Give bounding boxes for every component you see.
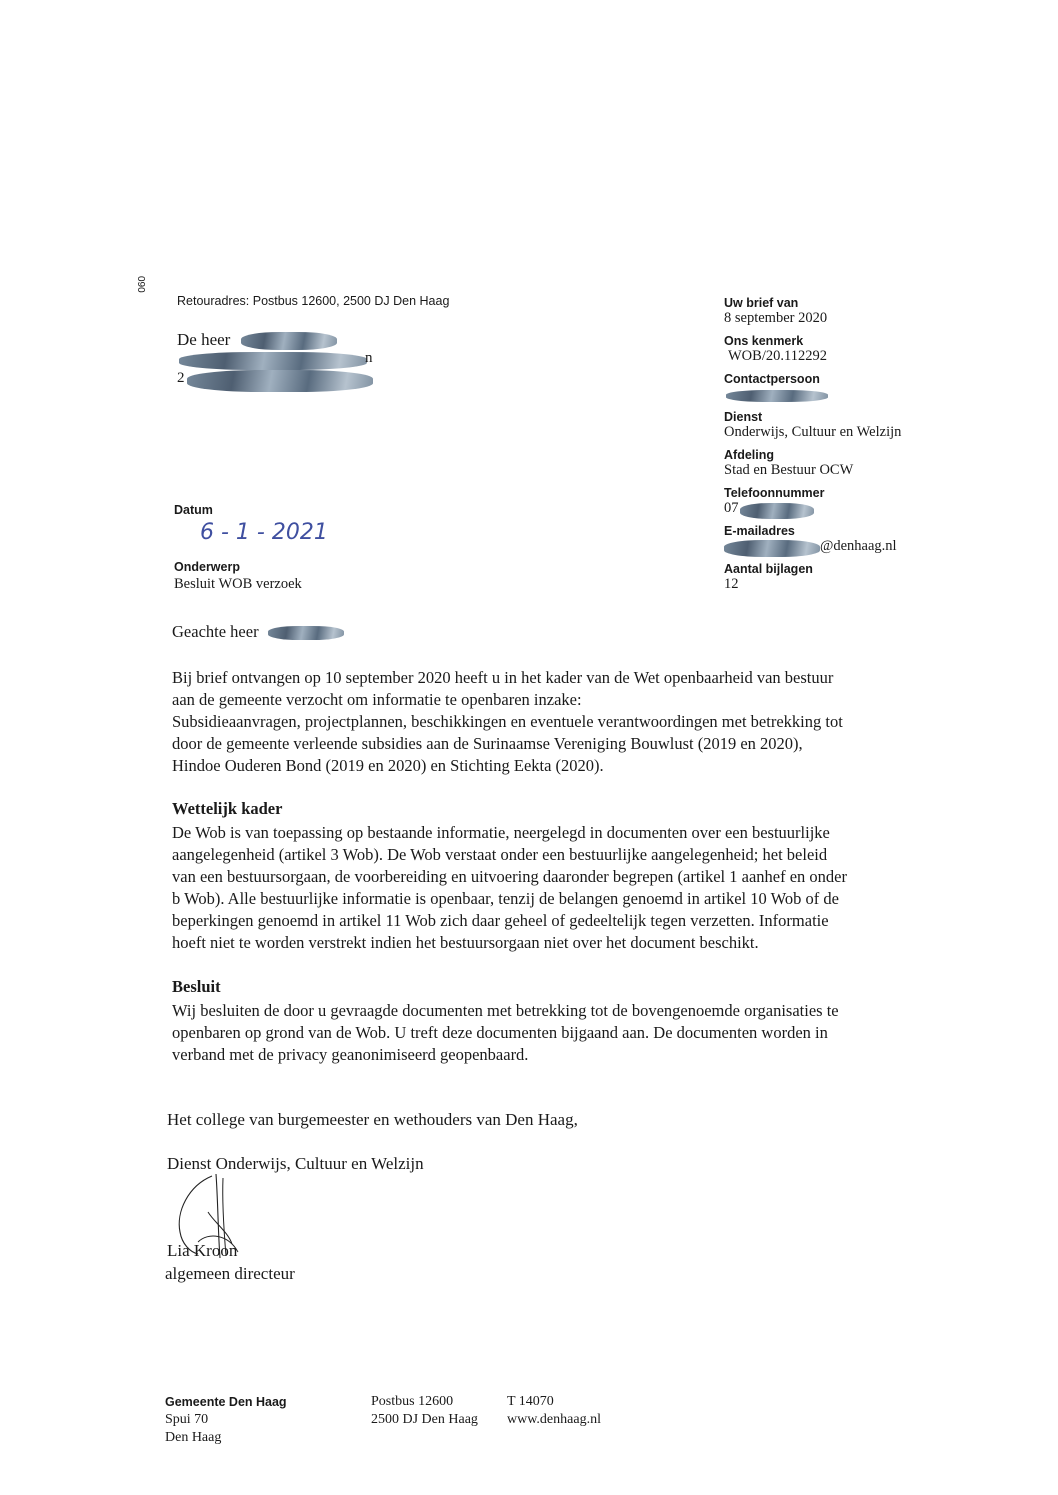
meta-label: E-mailadres: [724, 524, 795, 538]
meta-value: 8 september 2020: [724, 310, 828, 326]
meta-label: Dienst: [724, 410, 763, 424]
footer-address: [165, 1393, 287, 1447]
text-line: aangelegenheid (artikel 3 Wob). De Wob verstaat onder een bestuurlijke aangelegenheid; het beleid: [172, 845, 828, 864]
meta-column: [724, 296, 1034, 600]
meta-label: Uw brief van: [724, 296, 799, 310]
text-line: beperkingen genoemd in artikel 11 Wob zich daar geheel of gedeeltelijk tegen verzetten. Informatie: [172, 911, 829, 930]
section-body: [172, 822, 932, 954]
intro-paragraph: [172, 667, 932, 777]
datum-handwritten: 6 - 1 - 2021: [200, 520, 328, 545]
recipient-salutation: De heer: [177, 330, 231, 349]
text-line: door de gemeente verleende subsidies aan de Surinaamse Vereniging Bouwlust (2019 en 2020),: [172, 734, 803, 753]
meta-value: @denhaag.nl: [820, 538, 897, 554]
meta-item: [724, 372, 1034, 410]
recipient-line2-suffix: n: [365, 350, 373, 366]
closing-line: Het college van burgemeester en wethouders van Den Haag,: [167, 1110, 578, 1129]
text-line: hoeft niet te worden verstrekt indien het bestuursorgaan niet over het document beschikt.: [172, 933, 759, 952]
signer-name: Lia Kroon: [167, 1241, 238, 1260]
redaction-mark: [241, 332, 337, 350]
recipient-line3-prefix: 2: [177, 370, 185, 386]
text-line: Bij brief ontvangen op 10 september 2020 heeft u in het kader van de Wet openbaarheid van bestuur: [172, 668, 834, 687]
meta-item: [724, 486, 1034, 524]
meta-value: Stad en Bestuur OCW: [724, 462, 854, 478]
text-line: Subsidieaanvragen, projectplannen, beschikkingen en eventuele verantwoordingen met betrekking tot: [172, 712, 843, 731]
meta-label: Aantal bijlagen: [724, 562, 813, 576]
onderwerp-label: Onderwerp: [174, 560, 240, 574]
footer-contact: [507, 1393, 601, 1429]
meta-item: [724, 448, 1034, 486]
text-line: openbaren op grond van de Wob. U treft deze documenten bijgaand aan. De documenten worden in: [172, 1023, 828, 1042]
meta-item: [724, 562, 1034, 600]
return-address: Retouradres: Postbus 12600, 2500 DJ Den Haag: [177, 294, 450, 308]
footer-website: www.denhaag.nl: [507, 1412, 601, 1427]
text-line: aan de gemeente verzocht om informatie te openbaren inzake:: [172, 690, 582, 709]
meta-item: [724, 334, 1034, 372]
footer-postcode: 2500 DJ Den Haag: [371, 1412, 478, 1427]
footer-org-name: Gemeente Den Haag: [165, 1395, 287, 1409]
datum-label: Datum: [174, 503, 213, 517]
meta-item: [724, 410, 1034, 448]
text-line: b Wob). Alle bestuurlijke informatie is openbaar, tenzij de belangen genoemd in artikel 10 Wob of de: [172, 889, 839, 908]
recipient-block: [177, 328, 387, 398]
meta-label: Ons kenmerk: [724, 334, 804, 348]
meta-label: Contactpersoon: [724, 372, 820, 386]
meta-item: [724, 296, 1034, 334]
text-line: Hindoe Ouderen Bond (2019 en 2020) en Stichting Eekta (2020).: [172, 756, 604, 775]
section-heading: Wettelijk kader: [172, 799, 283, 818]
redaction-mark: [740, 503, 814, 519]
redaction-mark: [726, 390, 828, 402]
redaction-mark: [724, 540, 820, 557]
page-code: 090: [135, 276, 146, 293]
meta-value: WOB/20.112292: [728, 348, 827, 364]
text-line: De Wob is van toepassing op bestaande informatie, neergelegd in documenten over een bestuurlijke: [172, 823, 830, 842]
footer-postal: [371, 1393, 478, 1429]
redaction-mark: [179, 352, 367, 370]
greeting: Geachte heer: [172, 622, 259, 641]
closing-department: Dienst Onderwijs, Cultuur en Welzijn: [167, 1154, 424, 1173]
onderwerp-value: Besluit WOB verzoek: [174, 576, 302, 592]
meta-label: Afdeling: [724, 448, 774, 462]
footer-phone: T 14070: [507, 1394, 554, 1409]
redaction-mark: [268, 626, 344, 640]
meta-value: Onderwijs, Cultuur en Welzijn: [724, 424, 902, 440]
text-line: verband met de privacy geanonimiseerd geopenbaard.: [172, 1045, 529, 1064]
text-line: Wij besluiten de door u gevraagde documenten met betrekking tot de bovengenoemde organisaties te: [172, 1001, 839, 1020]
meta-value: 07: [724, 500, 739, 516]
meta-label: Telefoonnummer: [724, 486, 825, 500]
meta-value: 12: [724, 576, 739, 592]
footer-postbus: Postbus 12600: [371, 1394, 454, 1409]
section-heading: Besluit: [172, 977, 221, 996]
meta-item: [724, 524, 1034, 562]
signer-title: algemeen directeur: [165, 1264, 295, 1283]
footer-street: Spui 70: [165, 1412, 209, 1427]
redaction-mark: [187, 370, 373, 392]
text-line: van een bestuursorgaan, de voorbereiding en uitvoering daaronder begrepen (artikel 1 aanhef en onder: [172, 867, 848, 886]
section-body: [172, 1000, 932, 1066]
footer-city: Den Haag: [165, 1430, 222, 1445]
